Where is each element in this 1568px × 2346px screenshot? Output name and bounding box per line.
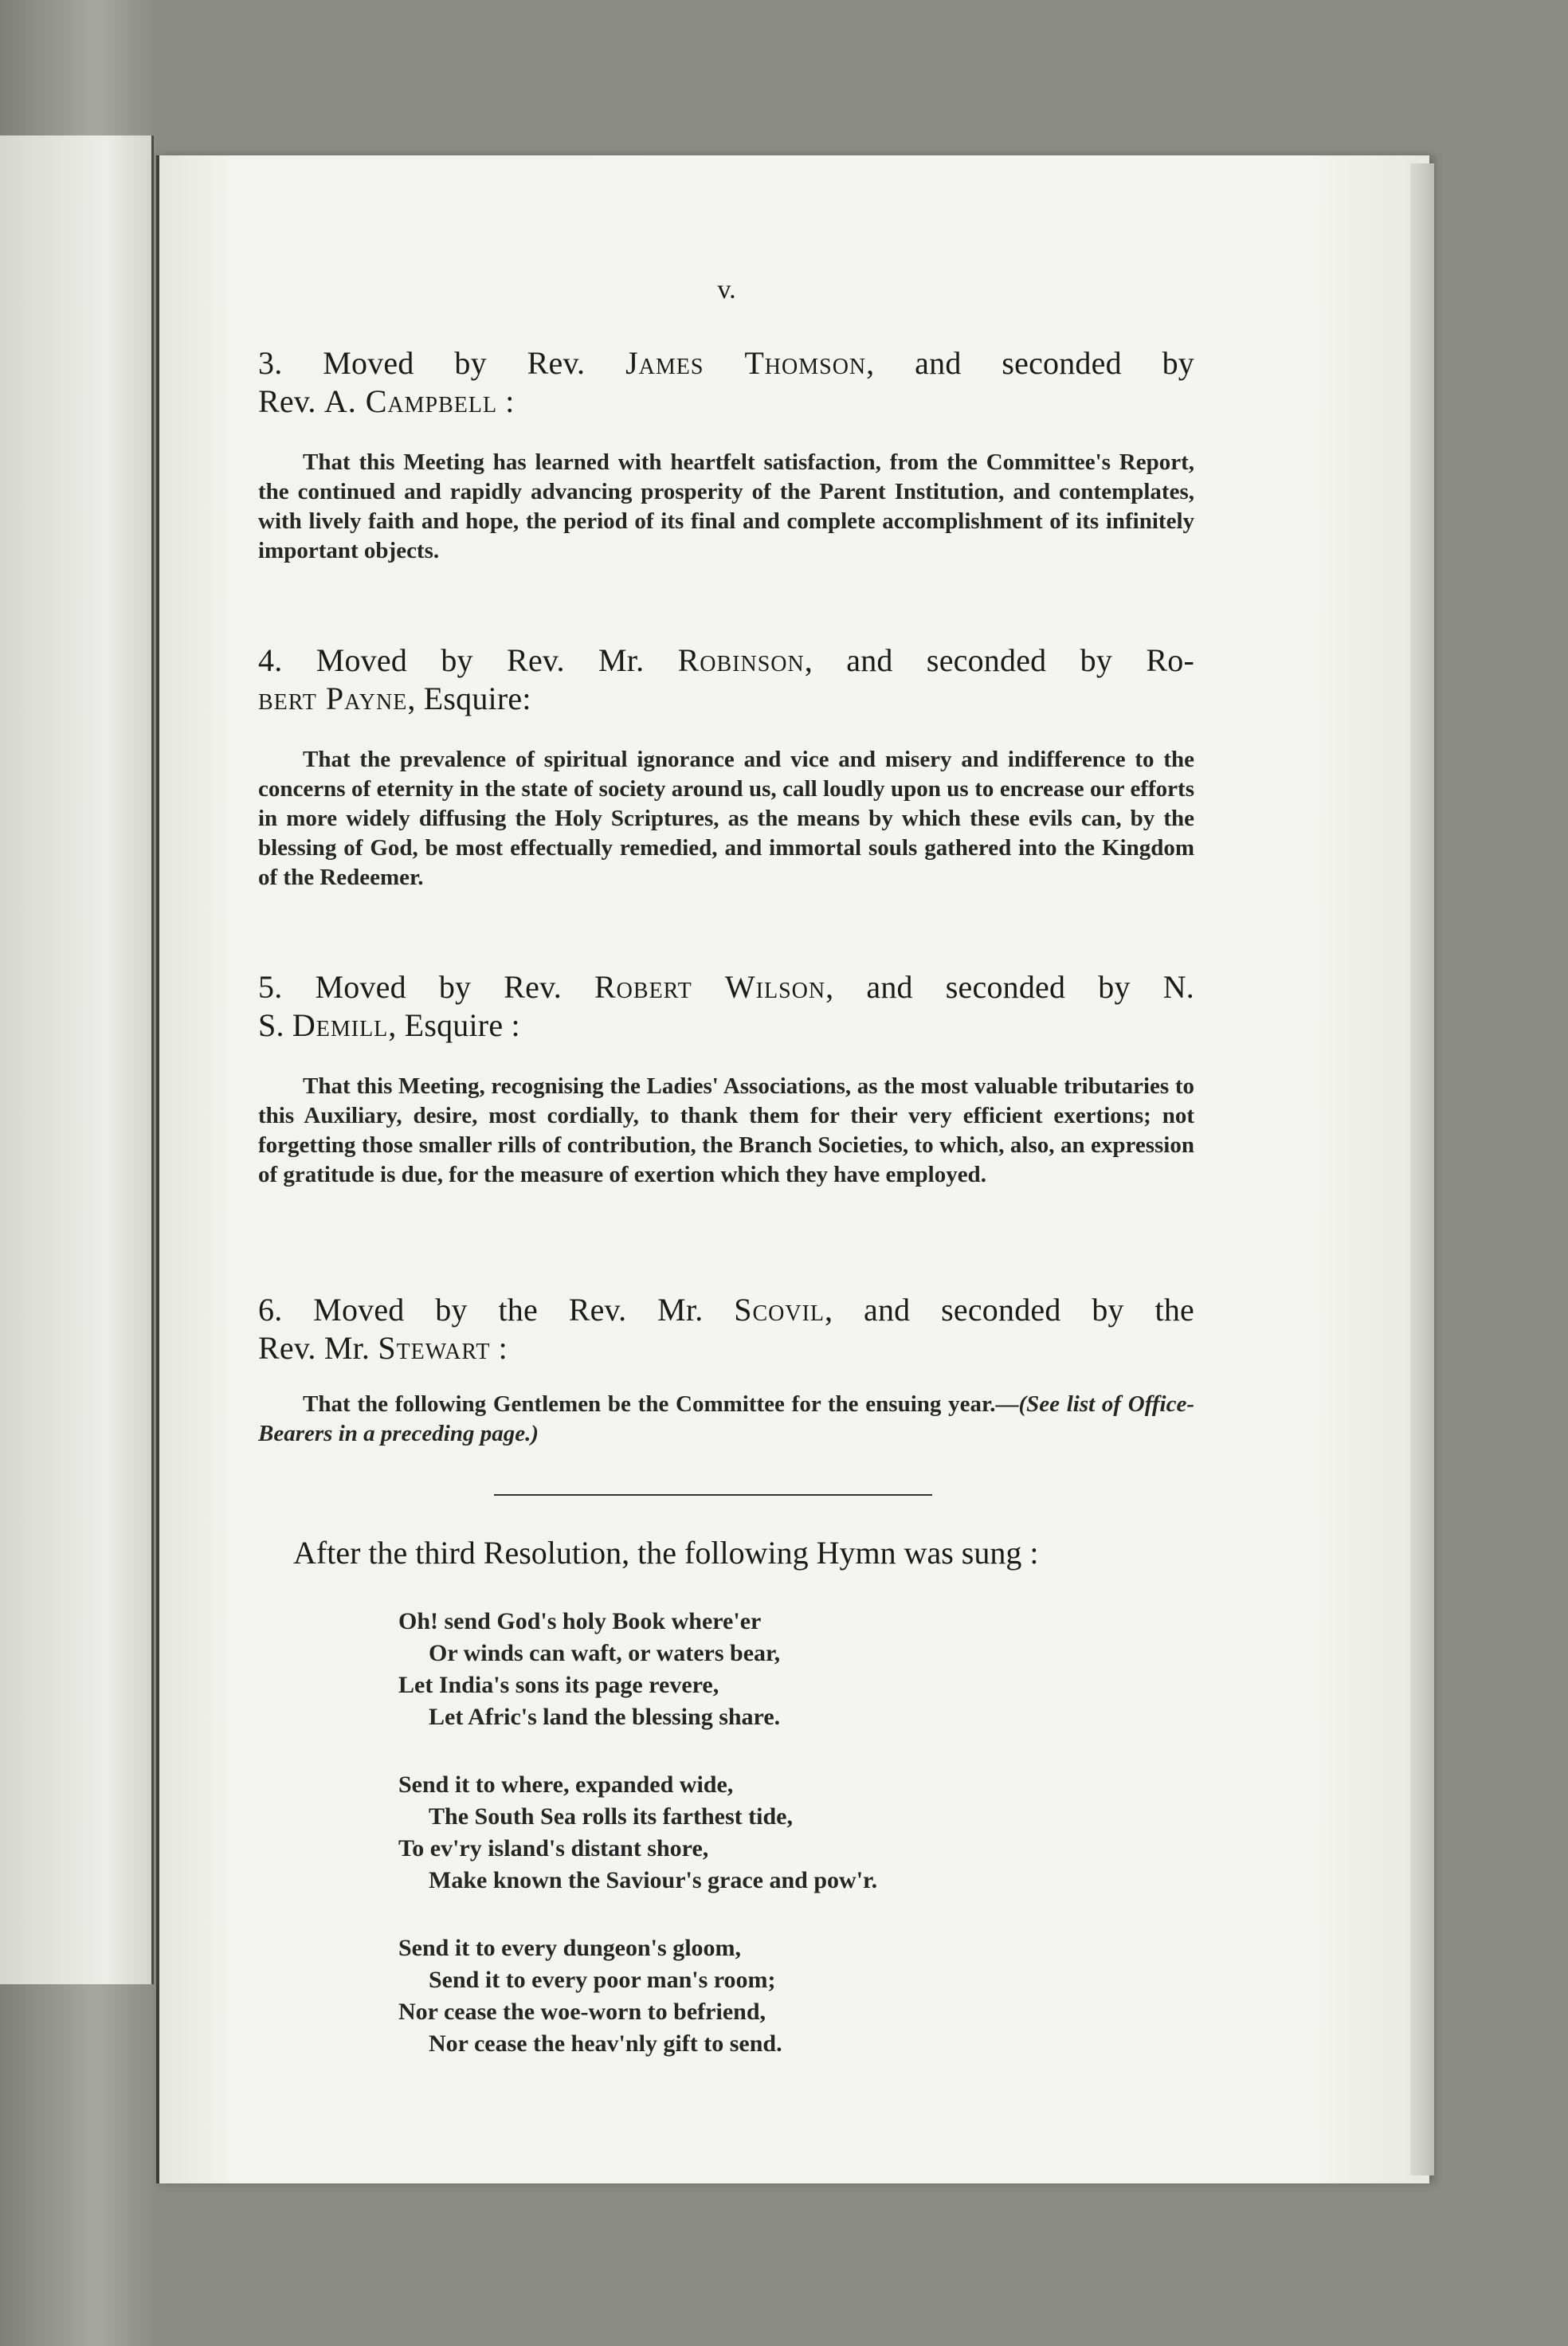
hymn-stanza-3: [398, 1932, 1115, 2060]
hymn-stanza-2: [398, 1769, 1115, 1897]
mover-name: Robert Wilson: [594, 969, 826, 1005]
hymn-line: The South Sea rolls its farthest tide,: [429, 1803, 793, 1830]
hymn-line: Send it to every dungeon's gloom,: [398, 1935, 742, 1961]
motion-heading-line2: S. Demill, Esquire :: [258, 1007, 520, 1043]
seconder-name: A. Campbell: [323, 383, 498, 419]
mover-name: Scovil: [734, 1292, 825, 1328]
motion-heading: 4. Moved by Rev. Mr. Robinson, and seconded by Ro-: [258, 642, 1194, 678]
hymn-line: To ev'ry island's distant shore,: [398, 1835, 709, 1862]
seconder-name: Stewart: [378, 1330, 491, 1366]
hymn-line: Nor cease the heav'nly gift to send.: [429, 2030, 782, 2057]
motion-3: [258, 344, 1194, 566]
hymn-intro: After the third Resolution, the following Hymn was sung :: [293, 1535, 1039, 1571]
motion-heading-line2: bert Payne, Esquire:: [258, 681, 531, 716]
section-divider: [494, 1494, 932, 1496]
hymn-line: Let Afric's land the blessing share.: [429, 1704, 781, 1730]
hymn-line: Make known the Saviour's grace and pow'r.: [429, 1867, 878, 1893]
mover-name: Robinson: [677, 642, 805, 678]
resolution-text: That this Meeting has learned with heartfelt satisfaction, from the Committee's Report, the continued and rapidly advancing prosperity of the Parent Institution, and contemplates, with lively faith and hope, the period of its final and complete accomplishment of its infinitely important objects.: [258, 449, 1194, 563]
hymn-line: Send it to where, expanded wide,: [398, 1771, 734, 1798]
resolution-text: That the following Gentlemen be the Committee for the ensuing year.—(See list of Office-Bearers in a preceding page.): [258, 1391, 1194, 1446]
motion-heading-line2: Rev. Mr. Stewart :: [258, 1330, 508, 1366]
page-edge-shadow: [1410, 163, 1434, 2175]
resolution-text: That this Meeting, recognising the Ladies' Associations, as the most valuable tributaries to this Auxiliary, desire, most cordially, to thank them for their very efficient exertions; not forgetting those smaller rills of contribution, the Branch Societies, to which, also, an expression of gratitude is due, for the measure of exertion which they have employed.: [258, 1073, 1194, 1187]
hymn-line: Let India's sons its page revere,: [398, 1672, 719, 1698]
motion-4: [258, 641, 1194, 892]
seconder-name: bert Payne: [258, 681, 408, 716]
motion-heading-line2: Rev. A. Campbell :: [258, 383, 515, 419]
previous-page-edge: [0, 135, 154, 1984]
motion-5: [258, 968, 1194, 1190]
hymn-stanza-1: [398, 1606, 1115, 1733]
mover-name: James Thomson: [625, 345, 867, 381]
hymn-line: Oh! send God's holy Book where'er: [398, 1608, 762, 1634]
resolution-text: That the prevalence of spiritual ignorance and vice and misery and indifference to the concerns of eternity in the state of society around us, call loudly upon us to encrease our efforts in more widely diffusing the Holy Scriptures, as the means by which these evils can, by the blessing of God, be most effectually remedied, and immortal souls gathered into the Kingdom of the Redeemer.: [258, 747, 1194, 890]
hymn-line: Nor cease the woe-worn to befriend,: [398, 1999, 766, 2025]
motion-heading: 3. Moved by Rev. James Thomson, and seconded by: [258, 345, 1195, 381]
motion-heading: 5. Moved by Rev. Robert Wilson, and seconded by N.: [258, 969, 1195, 1005]
page-number: v.: [717, 275, 736, 304]
motion-6: [258, 1291, 1194, 1449]
motion-heading: 6. Moved by the Rev. Mr. Scovil, and seconded by the: [258, 1292, 1195, 1328]
hymn-line: Send it to every poor man's room;: [429, 1967, 776, 1993]
resolution-note: (See list of Office-Bearers in a preceding page.): [258, 1391, 1194, 1446]
hymn-line: Or winds can waft, or waters bear,: [429, 1640, 781, 1666]
seconder-name: Demill: [292, 1007, 389, 1043]
